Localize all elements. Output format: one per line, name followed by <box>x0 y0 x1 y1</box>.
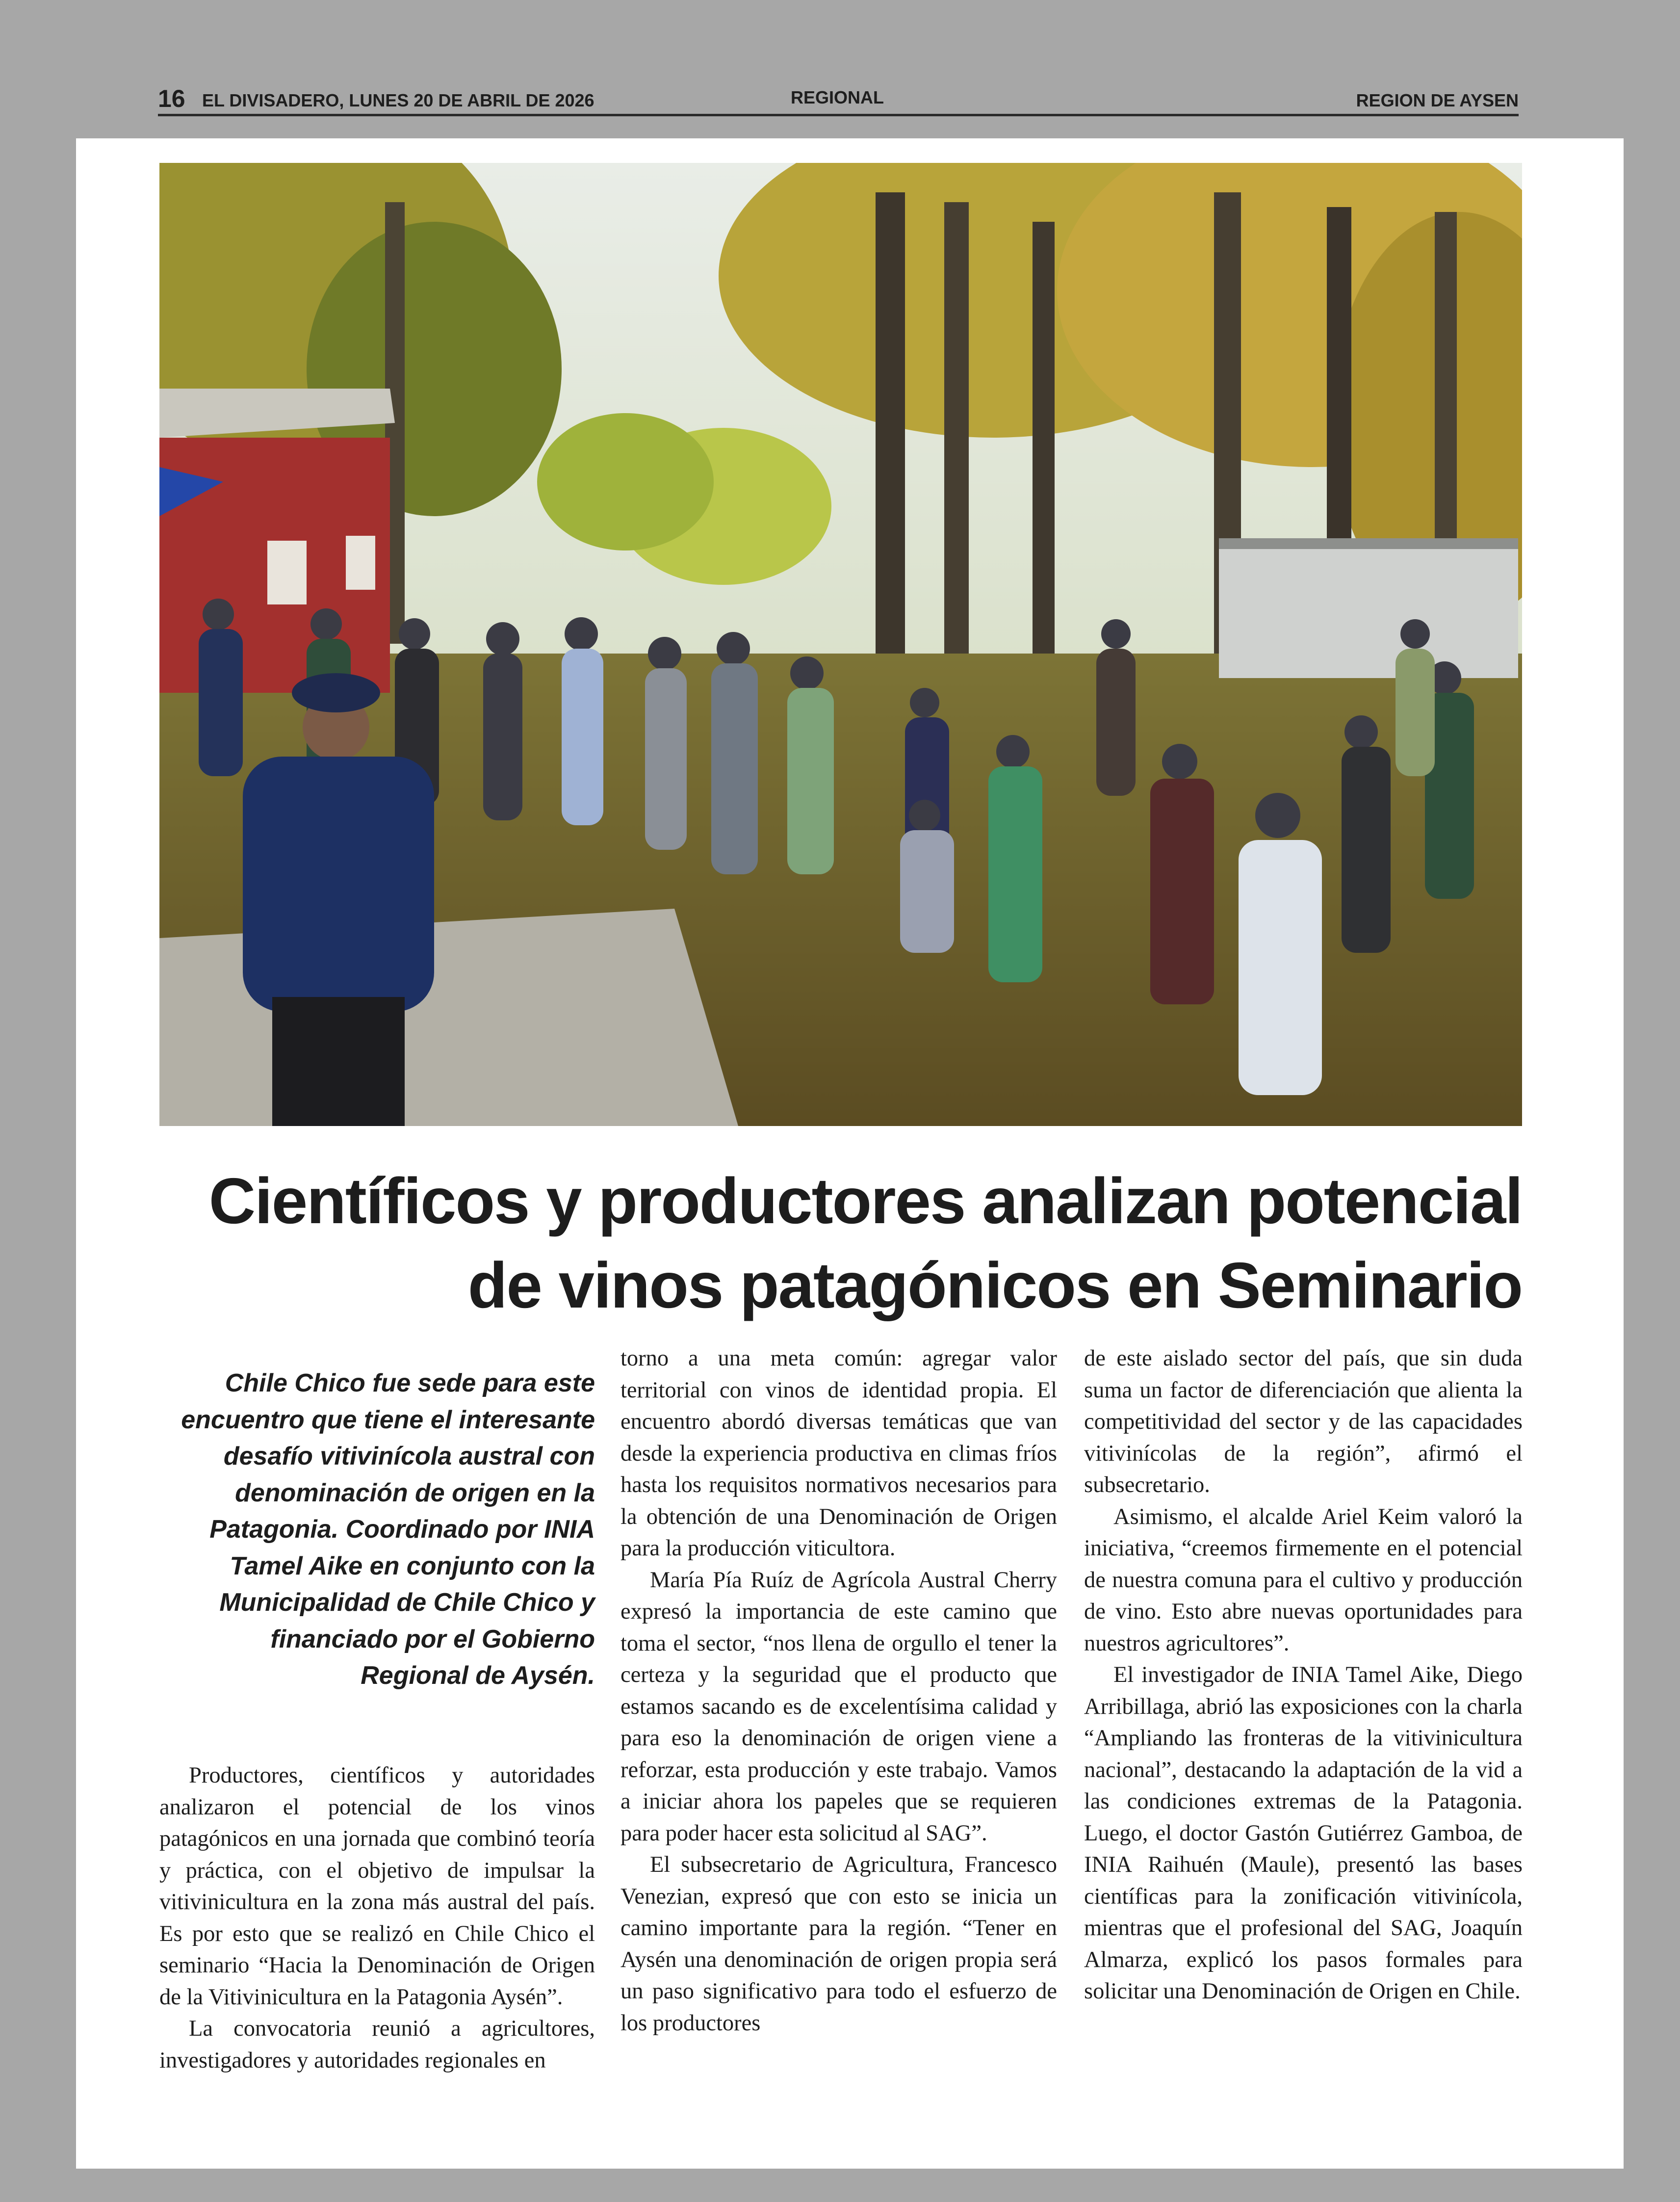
newspaper-page <box>76 138 1624 2169</box>
region-label: REGION DE AYSEN <box>1356 90 1519 110</box>
paper-name-date: EL DIVISADERO, LUNES 20 DE ABRIL DE 2026 <box>202 90 594 110</box>
headline-line-2: de vinos patagónicos en Seminario <box>467 1249 1522 1321</box>
article-column-2 <box>620 1343 1057 2039</box>
paragraph: María Pía Ruíz de Agrícola Austral Cherry expresó la importancia de este camino que toma el sector, “nos llena de orgullo el tener la certeza y la seguridad que el producto que estamos sacando es de excelentísima calidad y para eso la denominación de origen viene a reforzar, esta producción y este trabajo. Vamos a iniciar ahora los papeles que se requieren para poder hacer esta solicitud al SAG”. <box>620 1567 1057 1846</box>
article-column-1 <box>159 1760 595 2076</box>
paragraph: de este aislado sector del país, que sin duda suma un factor de diferenciación que alienta la competitividad del sector y de las capacidades vitivinícolas de la región”, afirmó el subsecretario. <box>1084 1346 1523 1497</box>
paragraph: torno a una meta común: agregar valor territorial con vinos de identidad propia. El encuentro abordó diversas temáticas que van desde la experiencia productiva en climas fríos hasta los requisitos normativos necesarios para la obtención de una Denominación de Origen para la producción viticultora. <box>620 1346 1057 1561</box>
headline-line-1: Científicos y productores analizan potencial <box>208 1165 1522 1237</box>
article-deck: Chile Chico fue sede para este encuentro que tiene el interesante desafío vitivinícola austral con denominación de origen en la Patagonia. Coordinado por INIA Tamel Aike en conjunto con la Municipalidad de Chile Chico y financiado por el Gobierno Regional de Aysén. <box>181 1369 595 1690</box>
paragraph: El subsecretario de Agricultura, Francesco Venezian, expresó que con esto se inicia un camino importante para la región. “Tener en Aysén una denominación de origen propia será un paso significativo para todo el esfuerzo de los productores <box>620 1852 1057 2036</box>
paragraph: Productores, científicos y autoridades analizaron el potencial de los vinos patagónicos en una jornada que combinó teoría y práctica, con el objetivo de impulsar la vitivinicultura en la zona más austral del país. Es por esto que se realizó en Chile Chico el seminario “Hacia la Denominación de Origen de la Vitivinicultura en la Patagonia Aysén”. <box>159 1763 595 2010</box>
section-label: REGIONAL <box>791 87 884 107</box>
paragraph: Asimismo, el alcalde Ariel Keim valoró la iniciativa, “creemos firmemente en el potencial de nuestra comuna para el cultivo y producción de vino. Esto abre nuevas oportunidades para nuestros agricultores”. <box>1084 1504 1523 1656</box>
paragraph: La convocatoria reunió a agricultores, investigadores y autoridades regionales en <box>159 2016 595 2073</box>
page-header <box>158 82 1519 116</box>
paragraph: El investigador de INIA Tamel Aike, Diego Arribillaga, abrió las exposiciones con la charla “Ampliando las fronteras de la vitivinicultura nacional”, destacando la adaptación de la vid a las condiciones extremas de la Patagonia. Luego, el doctor Gastón Gutiérrez Gamboa, de INIA Raihuén (Maule), presentó las bases científicas para la zonificación vitivinícola, mientras que el profesional del SAG, Joaquín Almarza, explicó los pasos formales para solicitar una Denominación de Origen en Chile. <box>1084 1662 1523 2004</box>
article-photo <box>159 163 1522 1126</box>
article-column-3 <box>1084 1343 1523 2008</box>
page-number: 16 <box>158 85 185 112</box>
article-headline <box>159 1159 1522 1328</box>
photo-illustration <box>159 163 1522 1126</box>
